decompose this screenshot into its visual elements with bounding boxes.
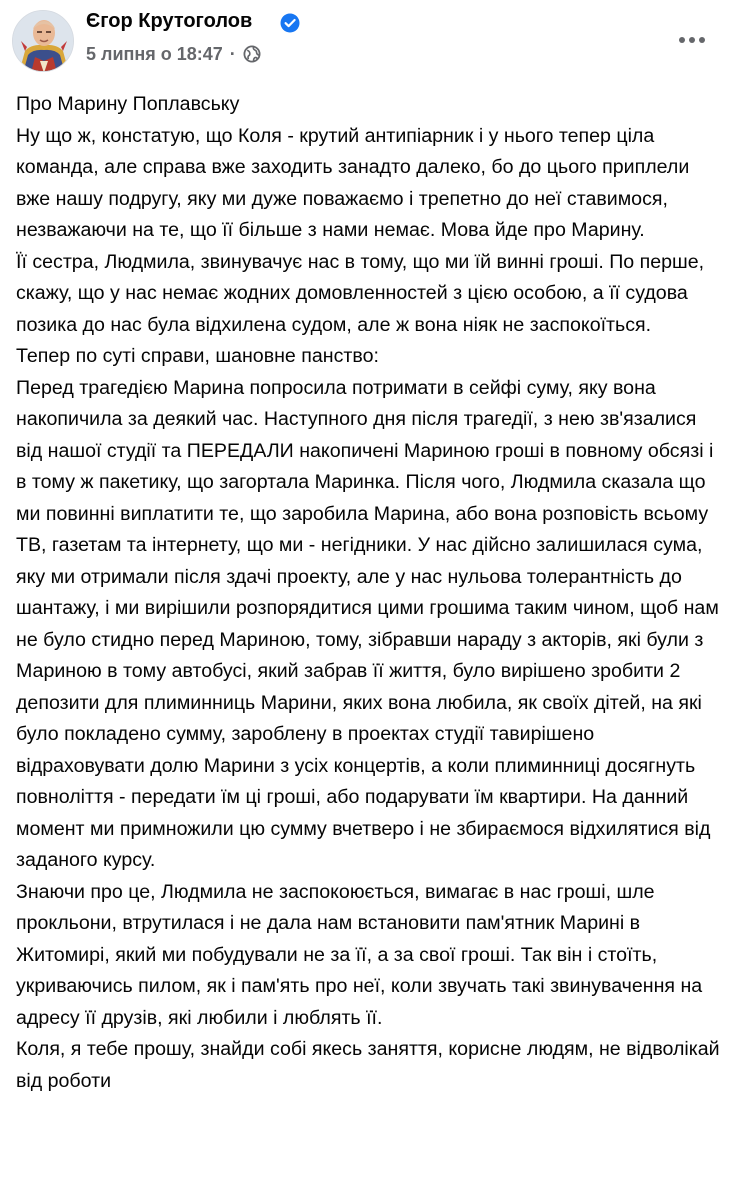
post-paragraph: Знаючи про це, Людмила не заспокоюється, вимагає в нас гроші, шле прокльони, втрутилася і не дала нам встановити пам'ятник Марині в Житомирі, який ми побудували не за її, а за свої гроші. Так він і стоїть, укриваючись пилом, як і пам'ять про неї, коли звучать такі звинувачення на адресу її друзів, які любили і люблять її. <box>16 880 703 1029</box>
more-horizontal-icon[interactable] <box>672 26 712 54</box>
post-header <box>0 0 738 78</box>
post-body <box>16 89 728 1097</box>
author-avatar[interactable] <box>12 10 74 72</box>
avatar-photo <box>13 11 74 72</box>
post-paragraph: Тепер по суті справи, шановне панство: <box>16 345 379 367</box>
post-title: Про Марину Поплавську <box>16 93 240 115</box>
post-paragraph: Перед трагедією Марина попросила потримати в сейфі суму, яку вона накопичила за деякий час. Наступного дня після трагедії, з нею зв'язалися від нашої студії та ПЕРЕДАЛИ накопичені Мариною гроші в повному обсязі і в тому ж пакетику, що загортала Маринка. Після чого, Людмила сказала що ми повинні виплатити те, що заробила Марина, або вона розповість всьому ТВ, газетам та інтернету, що ми - негідники. У нас дійсно залишилася сума, яку ми отримали після здачі проекту, але у нас нульова толерантність до шантажу, і ми вирішили розпорядитися цими грошима таким чином, щоб нам не було стидно перед Мариною, тому, зібравши нараду з акторів, які були з Мариною в тому автобусі, який забрав її життя, було вирішено зробити 2 депозити для плиминниць Марини, яких вона любила, як своїх дітей, на які було покладено сумму, зароблену в проектах студії тавирішено відраховувати долю Марини з усіх концертів, а коли плиминниці досягнуть повноліття - передати їм ці гроші, або подарувати їм квартири. На данний момент ми примножили цю сумму вчетверо і не збираємося відхилятися від заданого курсу. <box>16 376 719 871</box>
post-paragraph: Ну що ж, констатую, що Коля - крутий антипіарник і у нього тепер ціла команда, але справа вже заходить занадто далеко, бо до цього приплели вже нашу подругу, яку ми дуже поважаємо і трепетно до неї ставимося, незважаючи на те, що її більше з нами немає. Мова йде про Марину. <box>16 124 690 241</box>
post-paragraph: Її сестра, Людмила, звинувачує нас в тому, що ми їй винні гроші. По перше, скажу, що у нас немає жодних домовленностей з цією особою, а її судова позика до нас була відхилена судом, але ж вона ніяк не заспокоїться. <box>16 250 705 336</box>
post-paragraph: Коля, я тебе прошу, знайди собі якесь заняття, корисне людям, не відволікай від роботи <box>16 1038 720 1092</box>
verified-badge-icon <box>280 13 300 33</box>
post-meta <box>86 42 261 66</box>
post-timestamp[interactable]: 5 липня о 18:47 <box>86 43 223 64</box>
globe-icon[interactable] <box>243 45 261 63</box>
meta-separator: · <box>229 43 236 64</box>
author-name[interactable]: Єгор Крутоголов <box>86 10 253 32</box>
